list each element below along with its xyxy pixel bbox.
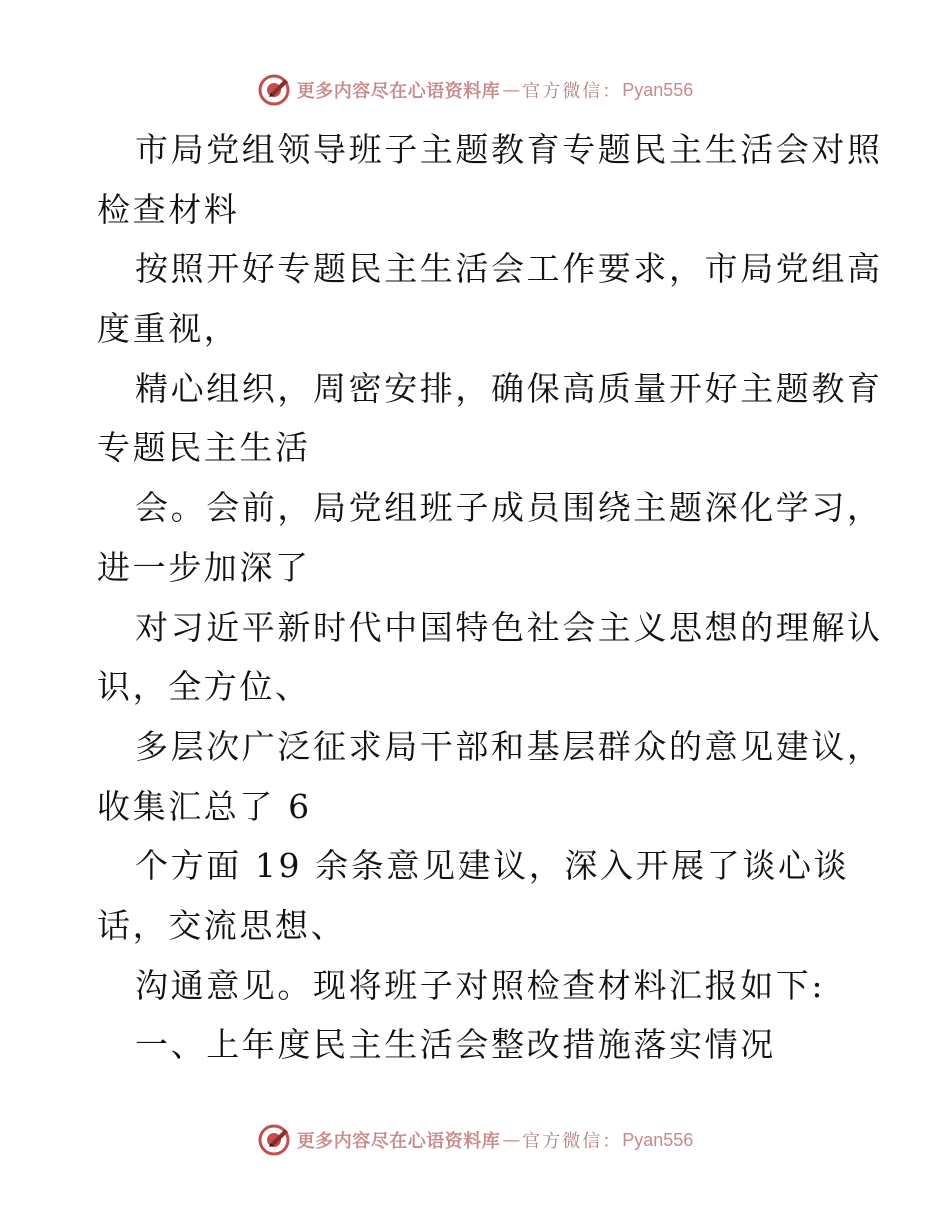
title-line-2: 检查材料: [97, 189, 240, 229]
paragraph-line: 多层次广泛征求局干部和基层群众的意见建议，: [135, 726, 883, 766]
paragraph-line: 进一步加深了: [97, 547, 311, 587]
paragraph-line: 专题民主生活: [97, 428, 311, 468]
header-watermark: [0, 70, 950, 110]
paragraph-line: 收集汇总了 6: [97, 786, 312, 826]
watermark-official-label: 官方微信：: [522, 81, 623, 102]
section-heading: 一、上年度民主生活会整改措施落实情况: [135, 1025, 776, 1065]
pen-logo-icon: [257, 73, 291, 107]
watermark-site-text: 更多内容尽在心语资料库: [296, 81, 501, 102]
footer-watermark: [0, 1120, 950, 1160]
paragraph-line: 沟通意见。现将班子对照检查材料汇报如下:: [135, 965, 826, 1005]
paragraph-line: 精心组织，周密安排，确保高质量开好主题教育: [135, 368, 883, 408]
paragraph-line: 会。会前，局党组班子成员围绕主题深化学习，: [135, 488, 883, 528]
pen-logo-icon: [257, 1123, 291, 1157]
watermark-wechat-id: Pyan556: [622, 1129, 694, 1150]
document-body: [97, 120, 883, 1075]
watermark-wechat-id: Pyan556: [622, 79, 694, 100]
paragraph-line: 识，全方位、: [97, 667, 311, 707]
paragraph-line: 话，交流思想、: [97, 905, 347, 945]
paragraph-line: 对习近平新时代中国特色社会主义思想的理解认: [135, 607, 883, 647]
watermark-dash: —: [502, 79, 521, 101]
watermark-official-label: 官方微信：: [522, 1131, 623, 1152]
watermark-dash: —: [502, 1129, 521, 1151]
paragraph-line: 度重视，: [97, 309, 240, 349]
paragraph-line: 个方面 19 余条意见建议，深入开展了谈心谈: [135, 846, 850, 886]
title-line-1: 市局党组领导班子主题教育专题民主生活会对照: [135, 130, 883, 169]
watermark-site-text: 更多内容尽在心语资料库: [296, 1131, 501, 1152]
paragraph-line: 按照开好专题民主生活会工作要求，市局党组高: [135, 249, 883, 289]
